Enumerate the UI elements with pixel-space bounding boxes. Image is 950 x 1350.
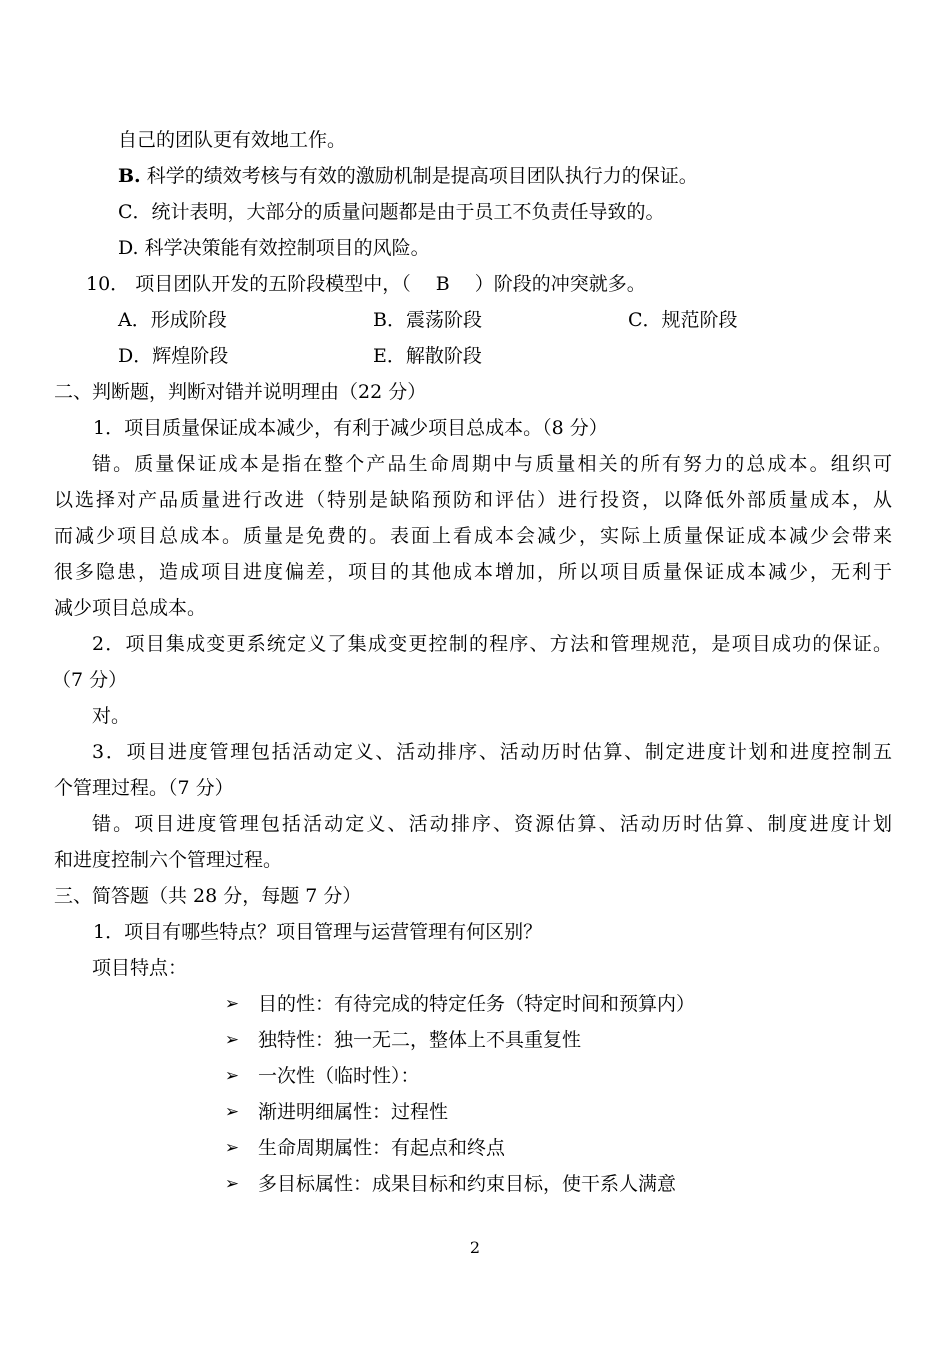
s2-q1-answer-line: 以选择对产品质量进行改进（特别是缺陷预防和评估）进行投资，以降低外部质量成本，从	[54, 489, 892, 511]
s2-q1-stem: 1．项目质量保证成本减少，有利于减少项目总成本。（8 分）	[93, 417, 608, 439]
section3-heading: 三、简答题（共 28 分，每题 7 分）	[54, 885, 362, 907]
list-item-text: 目的性：有待完成的特定任务（特定时间和预算内）	[258, 993, 696, 1015]
s2-q1-answer-line: 很多隐患，造成项目进度偏差，项目的其他成本增加，所以项目质量保证成本减少，无利于	[54, 561, 892, 583]
q10-stem	[86, 271, 646, 297]
s2-q2-stem-line2: （7 分）	[52, 669, 128, 691]
q9-option-c: C．统计表明，大部分的质量问题都是由于员工不负责任导致的。	[118, 201, 665, 223]
list-item-text: 生命周期属性：有起点和终点	[258, 1137, 506, 1159]
arrow-bullet-icon: ➢	[224, 1066, 240, 1086]
s2-q1-answer-line: 错。质量保证成本是指在整个产品生命周期中与质量相关的所有努力的总成本。组织可	[92, 453, 892, 475]
s2-q1-answer-line: 减少项目总成本。	[54, 597, 207, 619]
q10-option-c: C．规范阶段	[628, 309, 738, 331]
list-item-text: 多目标属性：成果目标和约束目标，使干系人满意	[258, 1173, 677, 1195]
arrow-bullet-icon: ➢	[224, 1102, 240, 1122]
q10-option-d: D．辉煌阶段	[118, 345, 229, 367]
q9-option-b-label: B.	[118, 165, 141, 187]
s2-q3-stem-line1: 3．项目进度管理包括活动定义、活动排序、活动历时估算、制定进度计划和进度控制五	[92, 741, 892, 763]
q9-option-d: D. 科学决策能有效控制项目的风险。	[118, 237, 430, 259]
q9-option-b	[118, 163, 698, 189]
page-number: 2	[469, 1238, 481, 1257]
arrow-bullet-icon: ➢	[224, 994, 240, 1014]
s3-q1-stem: 1．项目有哪些特点？项目管理与运营管理有何区别？	[93, 921, 543, 943]
list-item-text: 渐进明细属性：过程性	[258, 1101, 449, 1123]
s2-q1-answer-line: 而减少项目总成本。质量是免费的。表面上看成本会减少，实际上质量保证成本减少会带来	[54, 525, 892, 547]
q10-option-e: E．解散阶段	[373, 345, 482, 367]
s2-q2-answer: 对。	[92, 705, 131, 727]
arrow-bullet-icon: ➢	[224, 1030, 240, 1050]
section2-heading: 二、判断题，判断对错并说明理由（22 分）	[54, 381, 427, 403]
features-label: 项目特点：	[92, 957, 188, 979]
list-item-text: 一次性（临时性）：	[258, 1065, 420, 1087]
s2-q2-stem-line1: 2．项目集成变更系统定义了集成变更控制的程序、方法和管理规范，是项目成功的保证。	[92, 633, 892, 655]
list-item-text: 独特性：独一无二，整体上不具重复性	[258, 1029, 582, 1051]
s2-q3-answer-line1: 错。项目进度管理包括活动定义、活动排序、资源估算、活动历时估算、制度进度计划	[92, 813, 892, 835]
q10-option-b: B．震荡阶段	[373, 309, 482, 331]
q9-option-b-text: 科学的绩效考核与有效的激励机制是提高项目团队执行力的保证。	[140, 165, 698, 187]
q10-stem-after: ）阶段的冲突就多。	[474, 273, 646, 295]
q10-option-a: A．形成阶段	[118, 309, 227, 331]
s2-q3-answer-line2: 和进度控制六个管理过程。	[54, 849, 283, 871]
q9-continuation-line: 自己的团队更有效地工作。	[118, 129, 347, 151]
arrow-bullet-icon: ➢	[224, 1174, 240, 1194]
arrow-bullet-icon: ➢	[224, 1138, 240, 1158]
s2-q3-stem-line2: 个管理过程。（7 分）	[54, 777, 234, 799]
q10-stem-before: 10． 项目团队开发的五阶段模型中，（	[86, 273, 411, 295]
q10-answer: B	[435, 273, 450, 295]
